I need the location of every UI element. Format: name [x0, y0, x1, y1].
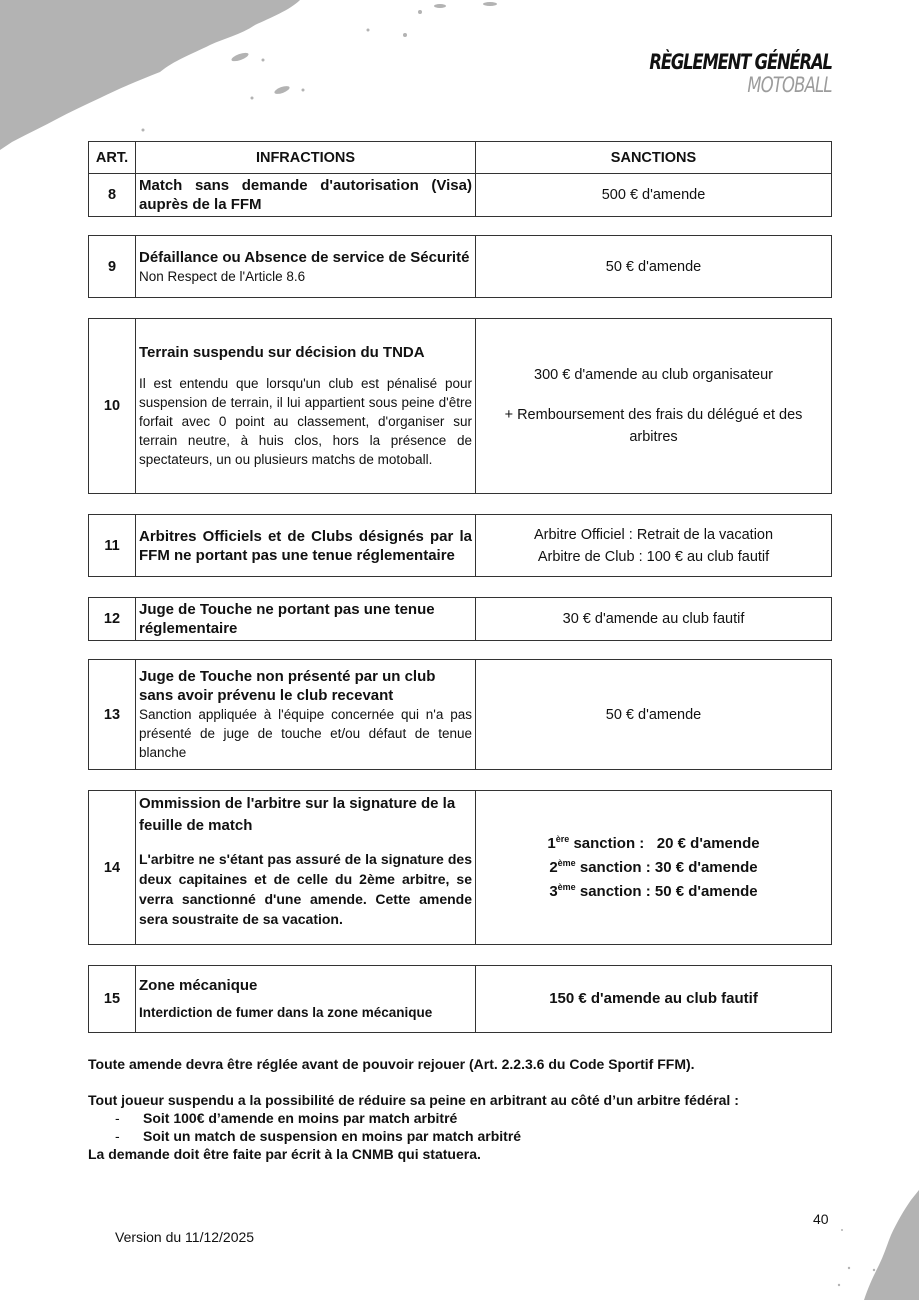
infraction-title: Défaillance ou Absence de service de Sécurité	[139, 248, 470, 266]
article-number: 15	[89, 966, 136, 1033]
table-row	[89, 598, 832, 641]
sanction-text: Arbitre Officiel : Retrait de la vacation	[533, 526, 774, 543]
infraction-title: Ommission de l'arbitre sur la signature de la feuille de match	[139, 795, 456, 834]
sanction-text: 150 € d'amende au club fautif	[476, 966, 832, 1033]
column-header-art: ART.	[89, 142, 136, 174]
infraction-title: Arbitres Officiels et de Clubs désignés par la FFM ne portant pas une tenue réglementaire	[139, 527, 472, 564]
column-header-sanctions: SANCTIONS	[476, 142, 832, 174]
sanctions-table-art15	[88, 965, 832, 1033]
sanction-text: 500 € d'amende	[476, 174, 832, 217]
article-number: 13	[89, 660, 136, 770]
infraction-detail: Interdiction de fumer dans la zone mécanique	[139, 1005, 433, 1020]
table-row	[89, 660, 832, 770]
document-subtitle: MOTOBALL	[747, 73, 832, 97]
column-header-infractions: INFRACTIONS	[136, 142, 476, 174]
article-number: 12	[89, 598, 136, 641]
sanctions-table-art10	[88, 318, 832, 494]
note-request: La demande doit être faite par écrit à la CNMB qui statuera.	[88, 1146, 481, 1162]
table-row	[89, 966, 832, 1033]
article-number: 10	[89, 319, 136, 494]
splatter-decoration-bottom-right	[779, 1190, 919, 1300]
sanctions-table-art14	[88, 790, 832, 945]
infraction-detail: Sanction appliquée à l'équipe concernée qui n'a pas présenté de juge de touche et/ou défaut de tenue blanche	[139, 707, 472, 760]
document-brand-header	[598, 52, 832, 96]
sanction-text: + Remboursement des frais du délégué et des arbitres	[504, 407, 803, 445]
infraction-title: Zone mécanique	[139, 977, 258, 994]
note-bullet: - Soit 100€ d’amende en moins par match arbitré	[115, 1110, 458, 1126]
bullet-dash: -	[115, 1128, 120, 1144]
table-row	[89, 236, 832, 298]
page-number: 40	[813, 1211, 829, 1227]
sanctions-table-art12	[88, 597, 832, 641]
infraction-title: Juge de Touche non présenté par un club sans avoir prévenu le club recevant	[139, 668, 436, 704]
note-suspension: Tout joueur suspendu a la possibilité de réduire sa peine en arbitrant au côté d’un arbitre fédéral :	[88, 1092, 739, 1108]
document-title: RÈGLEMENT GÉNÉRAL	[649, 50, 832, 74]
infraction-title: Terrain suspendu sur décision du TNDA	[139, 344, 425, 361]
sanction-tier-1: 1ère sanction : 20 € d'amende	[547, 833, 760, 852]
notes-section	[88, 1055, 739, 1163]
sanctions-table-header-art8	[88, 141, 832, 217]
sanction-text: 50 € d'amende	[476, 660, 832, 770]
bullet-dash: -	[115, 1110, 120, 1126]
sanction-text: Arbitre de Club : 100 € au club fautif	[537, 548, 770, 565]
infraction-detail: Non Respect de l'Article 8.6	[139, 268, 306, 284]
sanction-text: 300 € d'amende au club organisateur	[534, 367, 773, 383]
article-number: 14	[89, 791, 136, 945]
infraction-title: Match sans demande d'autorisation (Visa) auprès de la FFM	[139, 177, 472, 213]
note-bullet: - Soit un match de suspension en moins par match arbitré	[115, 1128, 522, 1144]
sanctions-table-art13	[88, 659, 832, 770]
splatter-decoration-top-left	[0, 0, 540, 160]
note-payment: Toute amende devra être réglée avant de pouvoir rejouer (Art. 2.2.3.6 du Code Sportif FFM).	[88, 1056, 695, 1072]
sanction-text: 50 € d'amende	[476, 236, 832, 298]
table-row	[89, 791, 832, 945]
sanction-tier-3: 3ème sanction : 50 € d'amende	[549, 881, 758, 900]
article-number: 11	[89, 515, 136, 577]
table-row	[89, 174, 832, 217]
sanction-text: 30 € d'amende au club fautif	[476, 598, 832, 641]
article-number: 8	[89, 174, 136, 217]
article-number: 9	[89, 236, 136, 298]
sanction-tier-2: 2ème sanction : 30 € d'amende	[549, 857, 758, 876]
table-row	[89, 319, 832, 494]
infraction-title: Juge de Touche ne portant pas une tenue réglementaire	[139, 601, 435, 637]
version-date: Version du 11/12/2025	[115, 1229, 255, 1245]
table-row	[89, 515, 832, 577]
sanctions-table-art11	[88, 514, 832, 577]
infraction-detail: Il est entendu que lorsqu'un club est pénalisé pour suspension de terrain, il lui appartient sous peine d'être forfait avec 0 point au classement, d'organiser sur terrain neutre, à huis clos, hors la présence de spectateurs, un ou plusieurs matchs de motoball.	[139, 376, 472, 467]
sanctions-table-art9	[88, 235, 832, 298]
infraction-detail: L'arbitre ne s'étant pas assuré de la signature des deux capitaines et de celle du 2ème arbitre, se verra sanctionné d'une amende. Cette amende sera soustraite de sa vacation.	[139, 851, 472, 927]
